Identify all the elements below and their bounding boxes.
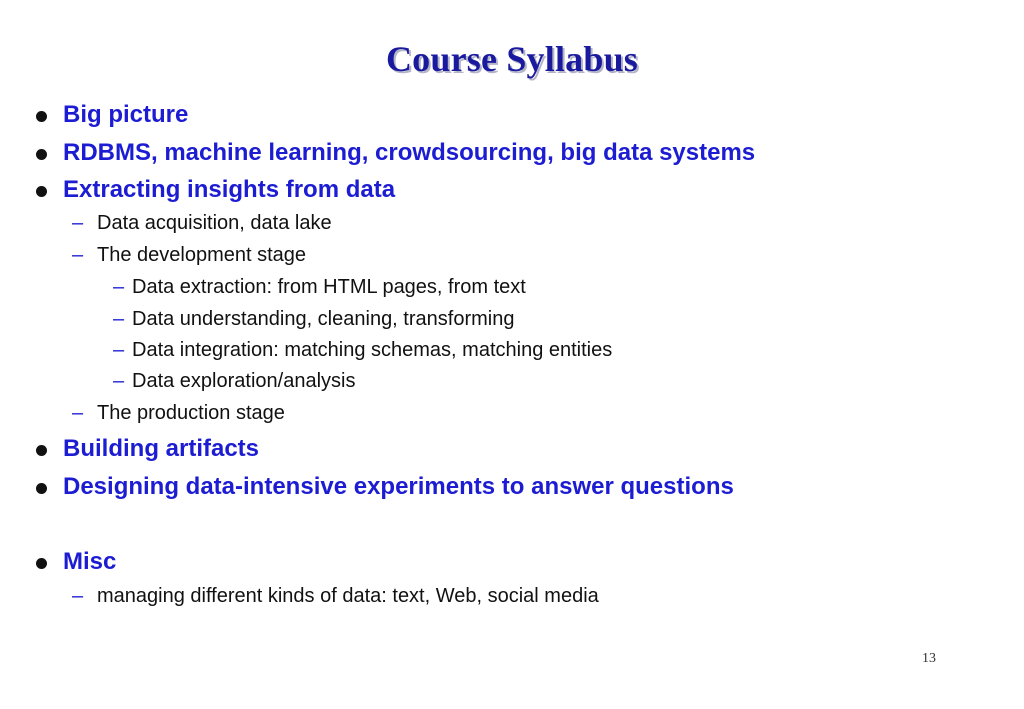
sub-sub-item-data-understanding: Data understanding, cleaning, transforming xyxy=(132,308,515,330)
dash-icon: – xyxy=(113,308,125,330)
sub-sub-item-data-integration: Data integration: matching schemas, matching entities xyxy=(132,339,613,361)
sub-item-managing-data: managing different kinds of data: text, Web, social media xyxy=(97,585,599,607)
bullet-icon xyxy=(36,149,47,160)
bullet-icon xyxy=(36,445,47,456)
syllabus-item-misc: Misc xyxy=(63,548,117,575)
dash-icon: – xyxy=(72,402,84,424)
bullet-icon xyxy=(36,483,47,494)
bullet-icon xyxy=(36,111,47,122)
sub-item-data-acquisition: Data acquisition, data lake xyxy=(97,212,332,234)
bullet-icon xyxy=(36,558,47,569)
dash-icon: – xyxy=(113,276,125,298)
syllabus-item-extracting-insights: Extracting insights from data xyxy=(63,176,396,203)
sub-item-development-stage: The development stage xyxy=(97,244,307,266)
syllabus-item-rdbms: RDBMS, machine learning, crowdsourcing, big data systems xyxy=(63,139,756,166)
dash-icon: – xyxy=(72,212,84,234)
syllabus-item-designing-experiments: Designing data-intensive experiments to answer questions xyxy=(63,473,734,500)
dash-icon: – xyxy=(113,339,125,361)
sub-sub-item-data-extraction: Data extraction: from HTML pages, from text xyxy=(132,276,526,298)
syllabus-item-big-picture: Big picture xyxy=(63,101,189,128)
syllabus-item-building-artifacts: Building artifacts xyxy=(63,435,260,462)
dash-icon: – xyxy=(113,370,125,392)
slide-title: Course Syllabus xyxy=(385,39,639,79)
sub-item-production-stage: The production stage xyxy=(97,402,285,424)
sub-sub-item-data-exploration: Data exploration/analysis xyxy=(132,370,356,392)
bullet-icon xyxy=(36,186,47,197)
dash-icon: – xyxy=(72,244,84,266)
page-number: 13 xyxy=(922,651,936,666)
dash-icon: – xyxy=(72,585,84,607)
